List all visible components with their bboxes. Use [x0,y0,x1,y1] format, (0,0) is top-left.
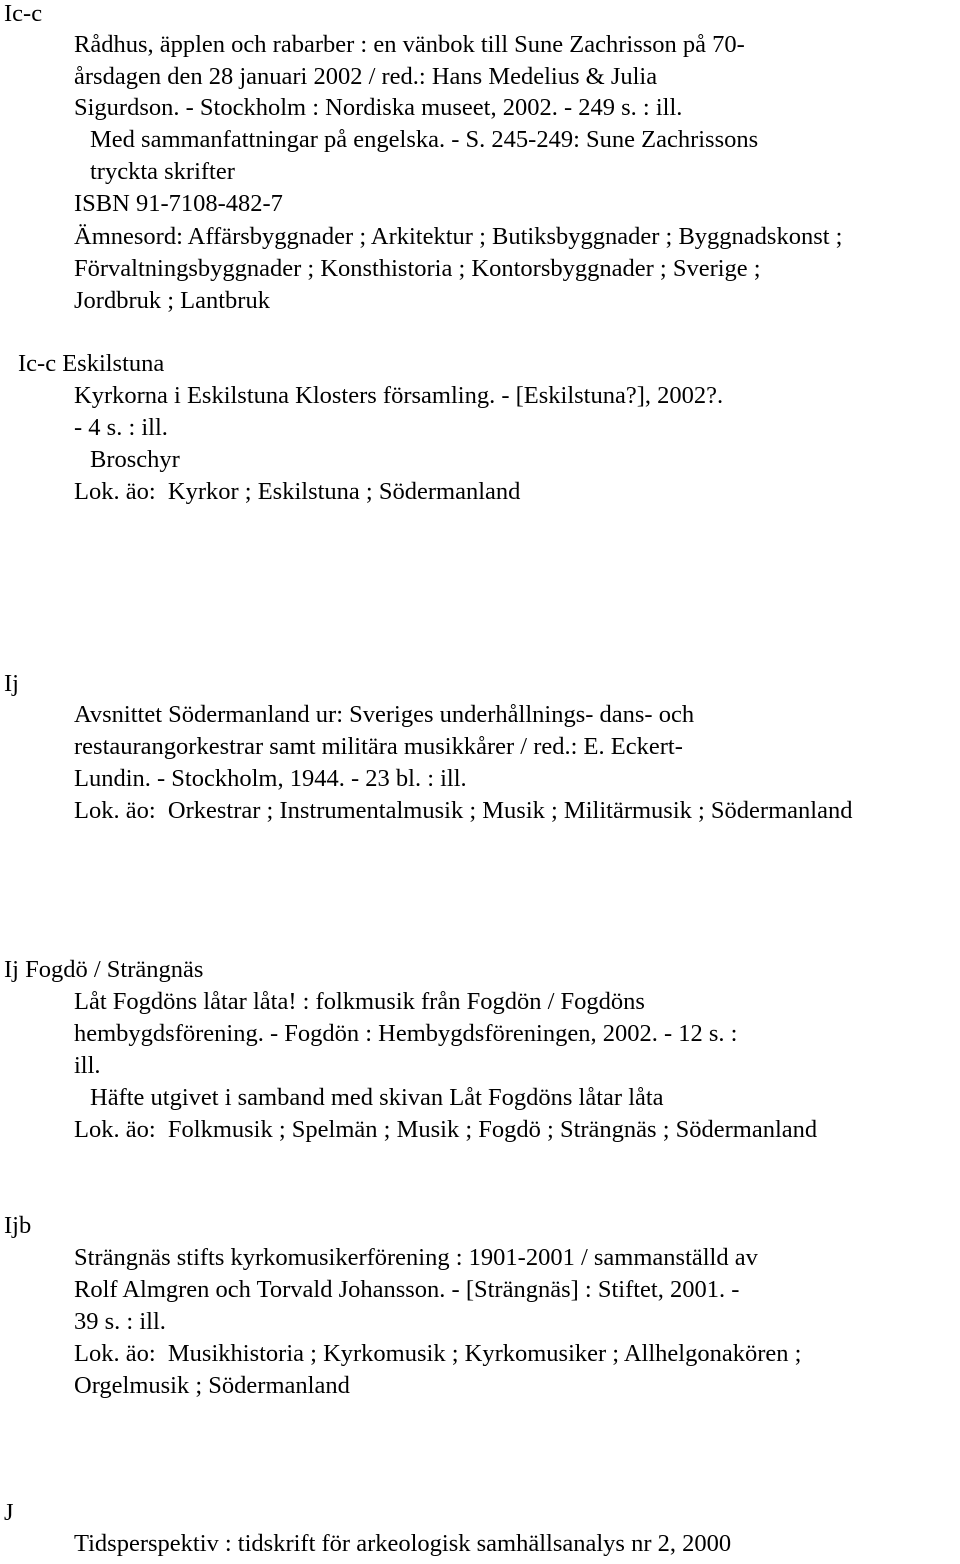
entry-subjects-line: Lok. äo: Kyrkor ; Eskilstuna ; Södermanland [74,478,521,505]
entry-title-line: Strängnäs stifts kyrkomusikerförening : 1901-2001 / sammanställd av [74,1244,758,1271]
entry-title-line: Rådhus, äpplen och rabarber : en vänbok till Sune Zachrisson på 70- [74,31,745,58]
entry-subjects-line: Jordbruk ; Lantbruk [74,287,270,314]
entry-title-line: Lundin. - Stockholm, 1944. - 23 bl. : ill. [74,765,467,792]
entry-title-line: - 4 s. : ill. [74,414,168,441]
entry-subjects-line: Ämnesord: Affärsbyggnader ; Arkitektur ; Butiksbyggnader ; Byggnadskonst ; [74,223,843,250]
entry-title-line: Låt Fogdöns låtar låta! : folkmusik från Fogdön / Fogdöns [74,988,645,1015]
entry-classification: Ic-c [4,0,43,27]
entry-subjects-line: Lok. äo: Folkmusik ; Spelmän ; Musik ; Fogdö ; Strängnäs ; Södermanland [74,1116,818,1143]
entry-note-line: Broschyr [90,446,180,473]
entry-title-line: Avsnittet Södermanland ur: Sveriges underhållnings- dans- och [74,701,695,728]
entry-classification: Ijb [4,1212,32,1239]
entry-classification: Ij Fogdö / Strängnäs [4,956,204,983]
entry-classification: J [4,1499,14,1526]
entry-subjects-line: Förvaltningsbyggnader ; Konsthistoria ; Kontorsbyggnader ; Sverige ; [74,255,761,282]
entry-title-line: årsdagen den 28 januari 2002 / red.: Hans Medelius & Julia [74,63,658,90]
entry-title-line: hembygdsförening. - Fogdön : Hembygdsföreningen, 2002. - 12 s. : [74,1020,738,1047]
entry-isbn: ISBN 91-7108-482-7 [74,190,283,217]
entry-title-line: Sigurdson. - Stockholm : Nordiska museet, 2002. - 249 s. : ill. [74,94,683,121]
entry-classification: Ic-c Eskilstuna [18,350,165,377]
entry-subjects-line: Orgelmusik ; Södermanland [74,1372,350,1399]
entry-title-line: Kyrkorna i Eskilstuna Klosters församling. - [Eskilstuna?], 2002?. [74,382,724,409]
entry-title-line: Rolf Almgren och Torvald Johansson. - [Strängnäs] : Stiftet, 2001. - [74,1276,740,1303]
entry-note-line: Häfte utgivet i samband med skivan Låt Fogdöns låtar låta [90,1084,664,1111]
entry-title-line: ill. [74,1052,101,1079]
entry-subjects-line: Lok. äo: Orkestrar ; Instrumentalmusik ; Musik ; Militärmusik ; Södermanland [74,797,853,824]
entry-subjects-line: Lok. äo: Musikhistoria ; Kyrkomusik ; Kyrkomusiker ; Allhelgonakören ; [74,1340,802,1367]
entry-title-line: 39 s. : ill. [74,1308,166,1335]
entry-title-line: restaurangorkestrar samt militära musikkårer / red.: E. Eckert- [74,733,683,760]
entry-note-line: tryckta skrifter [90,158,235,185]
entry-title-line: Tidsperspektiv : tidskrift för arkeologisk samhällsanalys nr 2, 2000 [74,1530,732,1557]
entry-classification: Ij [4,670,19,697]
entry-note-line: Med sammanfattningar på engelska. - S. 245-249: Sune Zachrissons [90,126,759,153]
